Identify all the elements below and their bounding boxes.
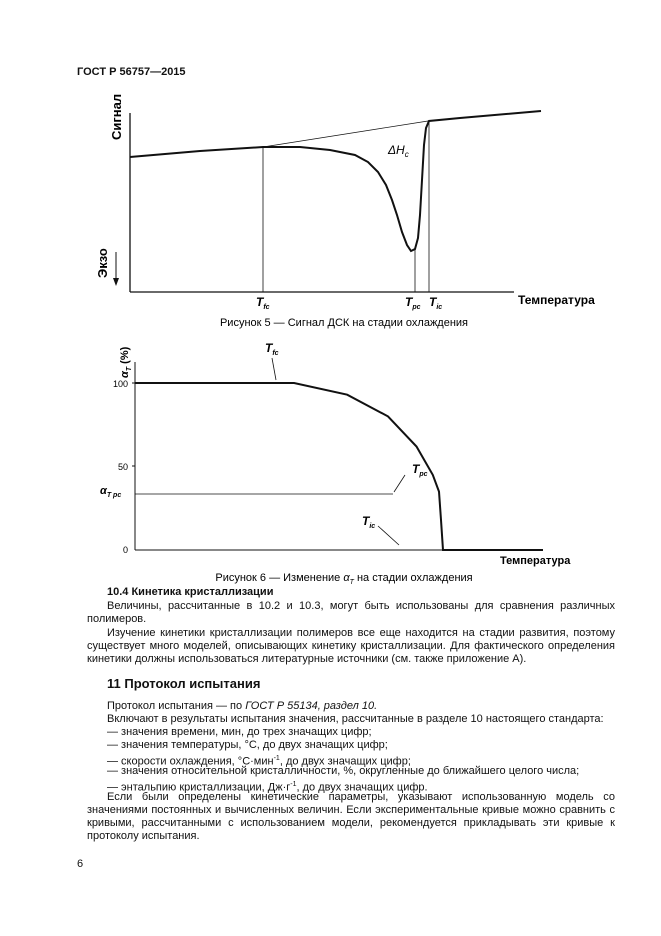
fig5-tpc-label: $T_{pc}$	[405, 295, 421, 311]
fig5-tic-label: $T_{ic}$	[429, 295, 443, 311]
section-11-item-1: — значения времени, мин, до трех значащих цифр;	[107, 726, 372, 738]
figure-5	[95, 94, 595, 329]
fig5-ylabel-top: Сигнал	[109, 93, 124, 140]
fig6-caption: Рисунок 6 — Изменение $\alpha_T$ на стадии охлаждения	[215, 572, 473, 586]
fig6-tpc-pointer	[394, 475, 405, 492]
fig6-ytick-label-100: 100	[112, 379, 128, 389]
section-11-item-4: — значения относительной кристалличности, %, округленные до ближайшего целого числа;	[107, 765, 580, 777]
section-11-item-5: — энтальпию кристаллизации, $Дж\cdot г^{-1}$, до двух значащих цифр.	[107, 781, 428, 794]
page-header: ГОСТ Р 56757—2015	[77, 66, 186, 78]
section-10-4-paragraph-1: Величины, рассчитанные в 10.2 и 10.3, могут быть использованы для сравнения различных полимеров.	[87, 600, 615, 625]
fig6-tfc-label: $T_{fc}$	[265, 341, 279, 357]
section-11-item-3: — скорости охлаждения, °С·мин$^{-1}$, до двух значащих цифр;	[107, 755, 411, 768]
fig5-xlabel: Температура	[518, 293, 595, 307]
fig6-tfc-pointer	[272, 358, 276, 380]
fig5-tfc-label: $T_{fc}$	[256, 295, 270, 311]
section-10-4-paragraph-2: Изучение кинетики кристаллизации полимеров все еще находится на стадии развития, поэтому существует много моделей, описывающих кинетику кристаллизации. Для фактического определения кинетики должны использоваться литературные источники (см. также приложение А).	[87, 627, 615, 665]
fig6-ytick-label-50: 50	[117, 462, 128, 472]
fig6-ytick-label-0: 0	[122, 545, 128, 555]
section-10-4-title: 10.4 Кинетика кристаллизации	[107, 586, 274, 598]
fig5-exo-arrowhead	[113, 278, 119, 286]
fig6-alpha-curve	[135, 383, 543, 550]
fig5-dsc-curve	[130, 111, 541, 251]
fig5-ylabel-bottom: Экзо	[95, 248, 110, 278]
section-11-paragraph-last: Если были определены кинетические параметры, указывают использованную модель со значениями постоянных и вычисленных величин. Если экспериментальные кривые можно сравнить с кривыми, рассчитанными с использованием модели, рекомендуется прикладывать эти кривые к протоколу испытания.	[87, 791, 615, 842]
fig6-ylabel: $\alpha_T$ (%)	[119, 346, 133, 378]
figure-6	[100, 341, 571, 586]
page-number: 6	[77, 858, 84, 870]
fig5-dh-label: $\Delta H_c$	[388, 143, 409, 159]
fig5-caption: Рисунок 5 — Сигнал ДСК на стадии охлаждения	[219, 317, 469, 329]
fig6-xlabel: Температура	[500, 555, 571, 567]
fig6-tic-pointer	[378, 526, 399, 545]
fig6-alpha-tpc-label: $\alpha_{T pc}$	[100, 485, 122, 499]
fig6-tic-label: $T_{ic}$	[362, 514, 376, 530]
section-11-line-1: Протокол испытания — по ГОСТ Р 55134, раздел 10.	[107, 700, 378, 712]
section-11-line-2: Включают в результаты испытания значения, рассчитанные в разделе 10 настоящего стандарта:	[107, 713, 604, 725]
section-11-item-2: — значения температуры, °С, до двух значащих цифр;	[107, 739, 388, 751]
fig6-tpc-label: $T_{pc}$	[412, 462, 428, 478]
section-11-title: 11 Протокол испытания	[107, 676, 261, 691]
